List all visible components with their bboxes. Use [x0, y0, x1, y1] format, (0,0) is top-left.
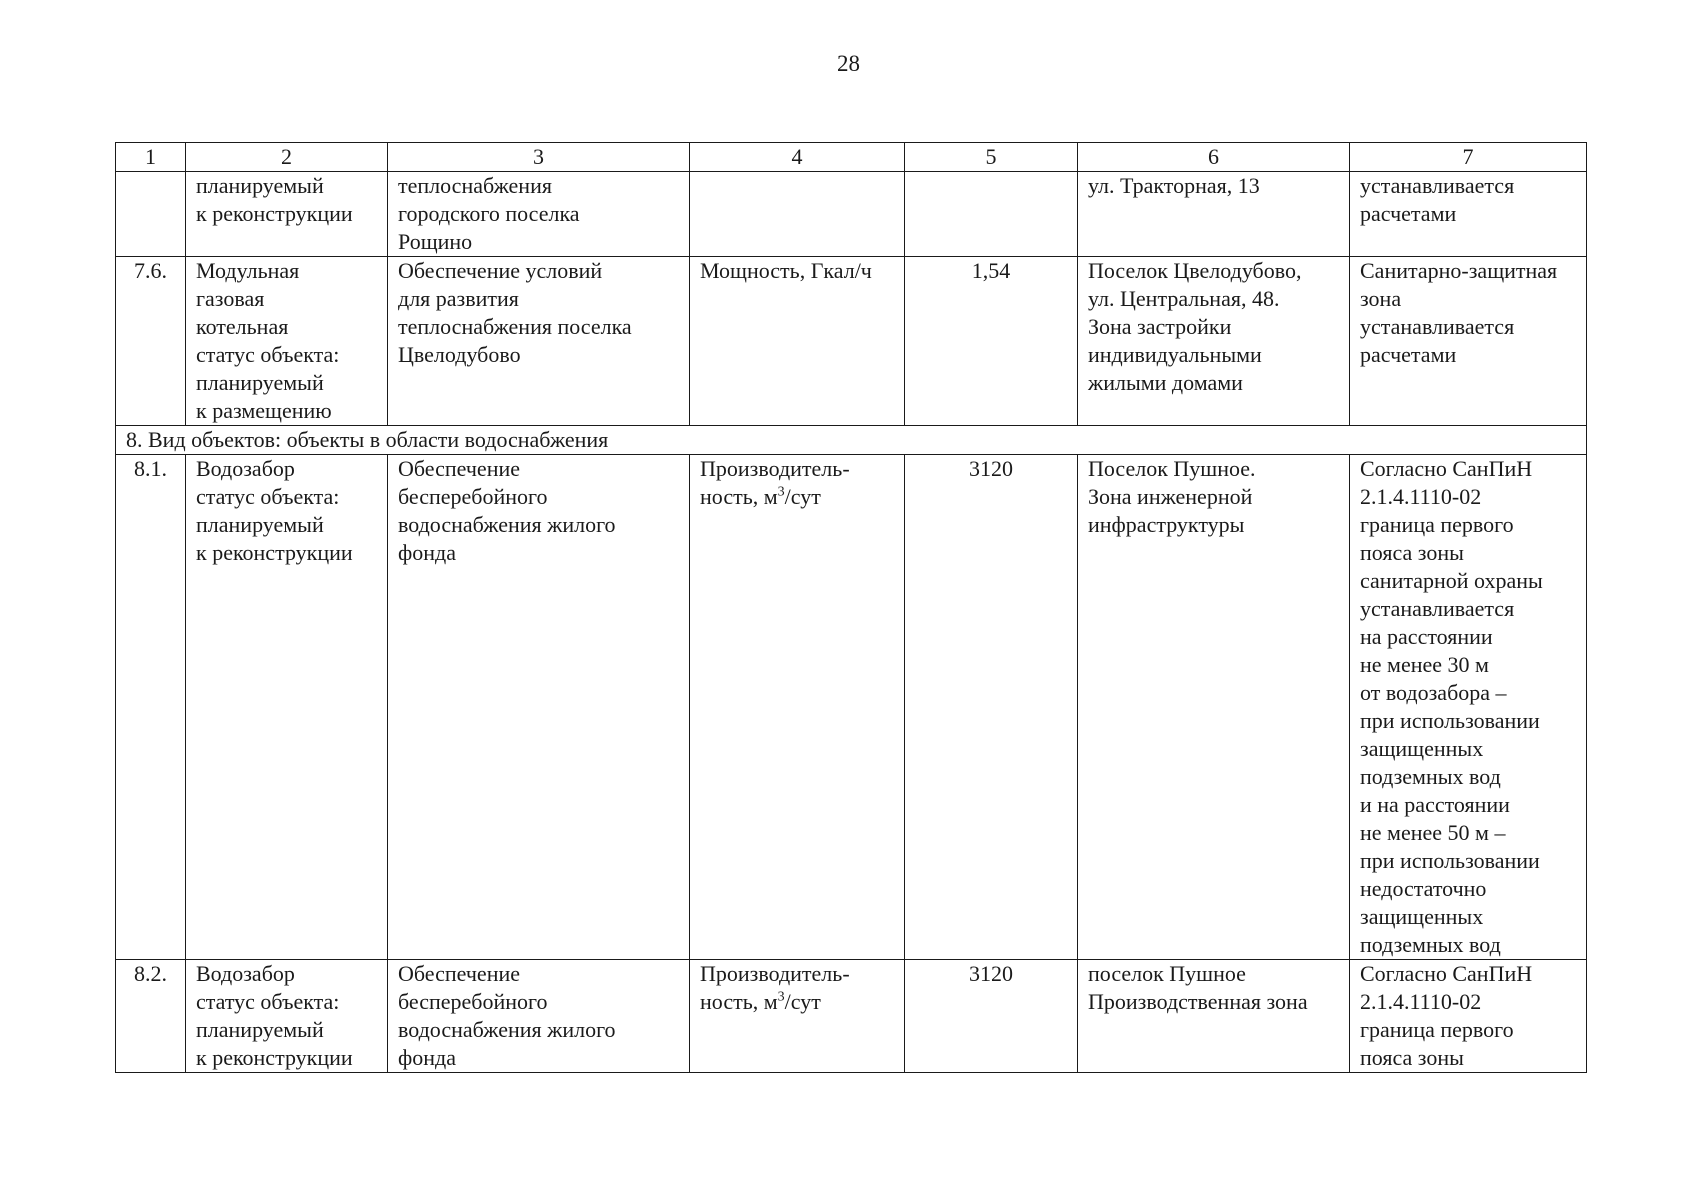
object-location: Поселок Цвелодубово, ул. Центральная, 48. Зона застройки индивидуальными жилыми домами — [1078, 257, 1350, 426]
object-value: 3120 — [905, 455, 1078, 960]
object-name: Водозабор статус объекта: планируемый к реконструкции — [186, 455, 388, 960]
parameter-line-2: ность, м — [700, 989, 778, 1014]
column-header: 4 — [690, 143, 905, 172]
parameter-superscript: 3 — [777, 484, 785, 500]
table-row — [116, 257, 1587, 426]
table-row — [116, 172, 1587, 257]
object-purpose: Обеспечение бесперебойного водоснабжения жилого фонда — [388, 960, 690, 1073]
object-parameter: Мощность, Гкал/ч — [690, 257, 905, 426]
row-number — [116, 172, 186, 257]
objects-table — [115, 142, 1587, 1073]
column-header: 7 — [1350, 143, 1587, 172]
parameter-line-1: Производитель- — [700, 961, 850, 986]
parameter-line-2: ность, м — [700, 484, 778, 509]
object-location: ул. Тракторная, 13 — [1078, 172, 1350, 257]
object-purpose: Обеспечение условий для развития теплоснабжения поселка Цвелодубово — [388, 257, 690, 426]
column-header: 1 — [116, 143, 186, 172]
object-parameter — [690, 172, 905, 257]
object-zone: Согласно СанПиН 2.1.4.1110-02 граница первого пояса зоны — [1350, 960, 1587, 1073]
column-header: 6 — [1078, 143, 1350, 172]
object-value — [905, 172, 1078, 257]
column-number-row — [116, 143, 1587, 172]
section-row — [116, 426, 1587, 455]
object-parameter — [690, 960, 905, 1073]
object-parameter — [690, 455, 905, 960]
row-number: 8.2. — [116, 960, 186, 1073]
parameter-unit: /сут — [784, 989, 821, 1014]
object-purpose: теплоснабжения городского поселка Рощино — [388, 172, 690, 257]
page-number: 28 — [837, 51, 860, 76]
object-value: 3120 — [905, 960, 1078, 1073]
object-value: 1,54 — [905, 257, 1078, 426]
column-header: 2 — [186, 143, 388, 172]
object-name: планируемый к реконструкции — [186, 172, 388, 257]
section-title: 8. Вид объектов: объекты в области водоснабжения — [116, 426, 1587, 455]
table-row — [116, 455, 1587, 960]
object-zone: Санитарно-защитная зона устанавливается расчетами — [1350, 257, 1587, 426]
table-row — [116, 960, 1587, 1073]
row-number: 8.1. — [116, 455, 186, 960]
parameter-superscript: 3 — [777, 989, 785, 1005]
object-zone: устанавливается расчетами — [1350, 172, 1587, 257]
object-name: Водозабор статус объекта: планируемый к реконструкции — [186, 960, 388, 1073]
column-header: 3 — [388, 143, 690, 172]
object-zone: Согласно СанПиН 2.1.4.1110-02 граница первого пояса зоны санитарной охраны устанавливается на расстоянии не менее 30 м от водозабора – при использовании защищенных подземных вод и на расстоянии не менее 50 м – при использовании недостаточно защищенных подземных вод — [1350, 455, 1587, 960]
object-purpose: Обеспечение бесперебойного водоснабжения жилого фонда — [388, 455, 690, 960]
row-number: 7.6. — [116, 257, 186, 426]
column-header: 5 — [905, 143, 1078, 172]
object-location: поселок Пушное Производственная зона — [1078, 960, 1350, 1073]
parameter-line-1: Производитель- — [700, 456, 850, 481]
object-location: Поселок Пушное. Зона инженерной инфраструктуры — [1078, 455, 1350, 960]
parameter-unit: /сут — [784, 484, 821, 509]
object-name: Модульная газовая котельная статус объекта: планируемый к размещению — [186, 257, 388, 426]
